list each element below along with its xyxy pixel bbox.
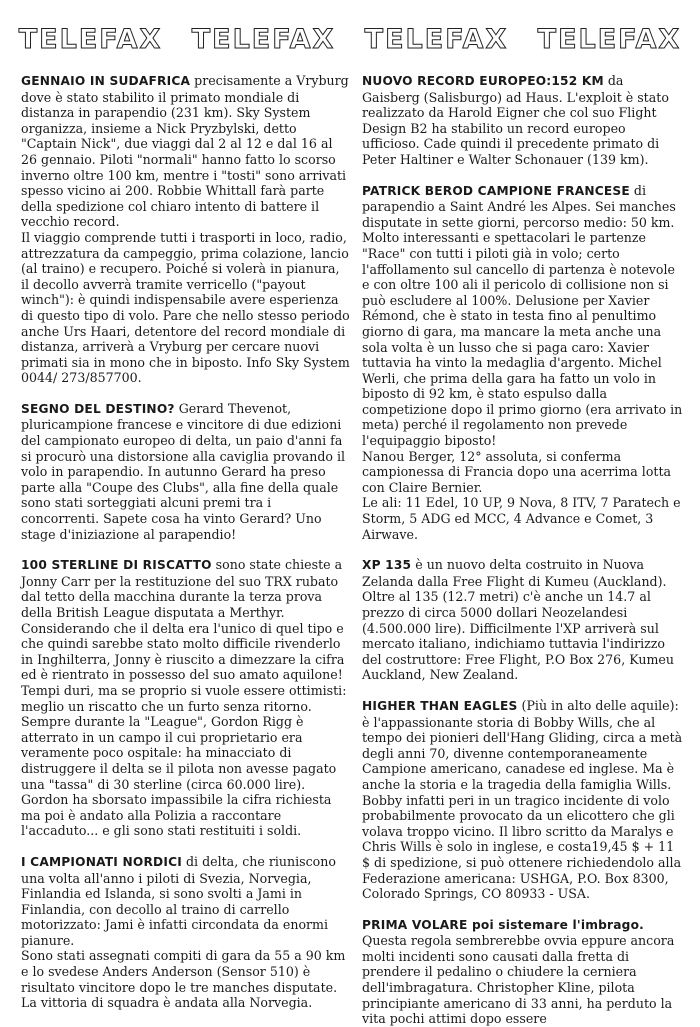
body-text: Il viaggio comprende tutti i trasporti in loco, radio, attrezzatura da campeggio, prima colazione, lancio (al traino) e recupero. Poiché si volerà in pianura, il decollo avverrà tramite verricello ("payout winch"): è quindi indispensabile avere esperienza di questo tipo di volo. Pare che nello stesso periodo anche Urs Haari, detentore del record mondiale di distanza, arriverà a Vryburg per cercare nuovi primati sia in mono che in biposto. Info Sky System 0044/ 273/857700. (21, 229, 350, 386)
left-column (21, 73, 351, 1011)
body-text: da Gaisberg (Salisburgo) ad Haus. L'exploit è stato realizzato da Harold Eigner che col suo Flight Design B2 ha stabilito un record europeo ufficioso. Cade quindi il precedente primato di Peter Haltiner e Walter Schonauer (139 km). (362, 73, 669, 167)
headline: GENNAIO IN SUDAFRICA (21, 74, 191, 88)
headline: PRIMA VOLARE poi sistemare l'imbrago. (362, 917, 644, 932)
article-higher-than-eagles (362, 698, 684, 902)
body-text: Gerard Thevenot, pluricampione francese e vincitore di due edizioni del campionato europeo di delta, un paio d'anni fa si procurò una distorsione alla caviglia provando il volo in parapendio. In autunno Gerard ha preso parte alla "Coupe des Clubs", alla fine della quale sono stati sorteggiati alcuni premi tra i concorrenti. Sapete cosa ha vinto Gerard? Uno stage d'iniziazione al parapendio! (21, 400, 346, 542)
body-text: Questa regola sembrerebbe ovvia eppure ancora molti incidenti sono causati dalla fretta di prendere il pedalino o chiudere la cerniera dell'imbragatura. Christopher Kline, pilota principiante americano di 33 anni, ha perduto la vita pochi attimi dopo essere (362, 933, 675, 1027)
headline: 100 STERLINE DI RISCATTO (21, 558, 212, 573)
headline: I CAMPIONATI NORDICI (21, 854, 182, 869)
body-text: Sempre durante la "League", Gordon Rigg è atterrato in un campo il cui proprietario era veramente poco ospitale: ha minacciato di distruggere il delta se il pilota non avesse pagato una "tassa" di 30 sterline (circa 60.000 lire). Gordon ha sborsato impassibile la cifra richiesta ma poi è andato alla Polizia a raccontare l'accaduto... e gli sono stati restituiti i soldi. (21, 714, 337, 839)
article-gennaio-sudafrica (21, 73, 351, 386)
body-text: di parapendio a Saint André les Alpes. Sei manches disputate in sette giorni, percorso medio: 50 km. Molto interessanti e spettacolari le partenze "Race" con tutti i piloti già in volo; certo l'affollamento sul cancello di partenza è notevole e con oltre 100 ali il pericolo di collisione non si può escludere al 100%. Delusione per Xavier Rémond, che è stato in testa fino al penultimo giorno di gara, ma mancare la meta anche una sola volta è un lusso che si paga caro: Xavier tuttavia ha vinto la medaglia d'argento. Michel Werli, che prima della gara ha fatto un volo in biposto di 92 km, è stato espulso dalla competizione dopo il primo giorno (era arrivato in meta) perché il regolamento non prevede l'equipaggio biposto! (362, 182, 683, 449)
headline: SEGNO DEL DESTINO? (21, 401, 175, 416)
article-record-europeo (362, 73, 684, 168)
article-campionati-nordici (21, 854, 351, 1011)
right-column (362, 73, 684, 1027)
headline: XP 135 (362, 558, 412, 573)
headline: HIGHER THAN EAGLES (362, 698, 518, 713)
article-xp-135 (362, 557, 684, 683)
body-text: sono state chieste a Jonny Carr per la restituzione del suo TRX rubato dal tetto della macchina durante la terza prova della British League disputata a Merthyr. Considerando che il delta era l'unico di quel tipo e che quindi sarebbe stato molto difficile rivenderlo in Inghilterra, Jonny è riuscito a dimezzare la cifra ed è rientrato in possesso del suo amato aquilone! Tempi duri, ma se proprio si vuole essere ottimisti: meglio un riscatto che un furto senza ritorno. (21, 557, 347, 714)
article-segno-destino (21, 401, 351, 542)
headline: NUOVO RECORD EUROPEO:152 KM (362, 74, 604, 88)
body-text: Nanou Berger, 12° assoluta, si conferma campionessa di Francia dopo una acerrima lotta con Claire Bernier. (362, 448, 672, 495)
body-text: (Più in alto delle aquile): è l'appassionante storia di Bobby Wills, che al tempo dei pionieri dell'Hang Gliding, circa a metà degli anni 70, divenne contemporaneamente Campione americano, canadese ed inglese. Ma è anche la storia e la tragedia della famiglia Wills. Bobby infatti peri in un tragico incidente di volo probabilmente provocato da un elicottero che gli volava troppo vicino. Il libro scritto da Maralys e Chris Wills è solo in inglese, e costa19,45 $ + 11 $ di spedizione, si può ottenere richiedendolo alla Federazione americana: USHGA, P.O. Box 8300, Colorado Springs, CO 80933 - USA. (362, 697, 683, 902)
body-text: di delta, che riuniscono una volta all'anno i piloti di Svezia, Norvegia, Finlandia ed Islanda, si sono svolti a Jami in Finlandia, con decollo al traino di carrello motorizzato: Jami è infatti circondata da enormi pianure. (21, 853, 336, 948)
body-text: è un nuovo delta costruito in Nuova Zelanda dalla Free Flight di Kumeu (Auckland). Oltre al 135 (12.7 metri) c'è anche un 14.7 al prezzo di circa 5000 dollari Neozelandesi (4.500.000 lire). Difficilmente l'XP arriverà sul mercato italiano, indichiamo tuttavia l'indirizzo del costruttore: Free Flight, P.O Box 276, Kumeu Auckland, New Zealand. (362, 557, 674, 683)
article-patrick-berod (362, 183, 684, 543)
body-text: precisamente a Vryburg dove è stato stabilito il primato mondiale di distanza in parapendio (231 km). Sky System organizza, insieme a Nick Pryzbylski, detto "Captain Nick", due viaggi dal 2 al 12 e dal 16 al 26 gennaio. Piloti "normali" hanno fatto lo scorso inverno oltre 100 km, mentre i "tosti" sono arrivati spesso vicino ai 200. Robbie Whittall farà parte della spedizione col chiaro intento di battere il vecchio record. (21, 73, 349, 230)
article-prima-volare (362, 917, 684, 1027)
body-text: Sono stati assegnati compiti di gara da 55 a 90 km e lo svedese Anders Anderson (Sensor 510) è risultato vincitore dopo le tre manches disputate. La vittoria di squadra è andata alla Norvegia. (21, 948, 346, 1011)
headline: PATRICK BEROD CAMPIONE FRANCESE (362, 183, 630, 198)
body-text: Le ali: 11 Edel, 10 UP, 9 Nova, 8 ITV, 7 Paratech e Storm, 5 ADG ed MCC, 4 Advance e Comet, 3 Airwave. (362, 495, 681, 542)
article-100-sterline (21, 557, 351, 839)
telefax-banner: TELEFAX TELEFAX TELEFAX TELEFAX (18, 24, 682, 55)
